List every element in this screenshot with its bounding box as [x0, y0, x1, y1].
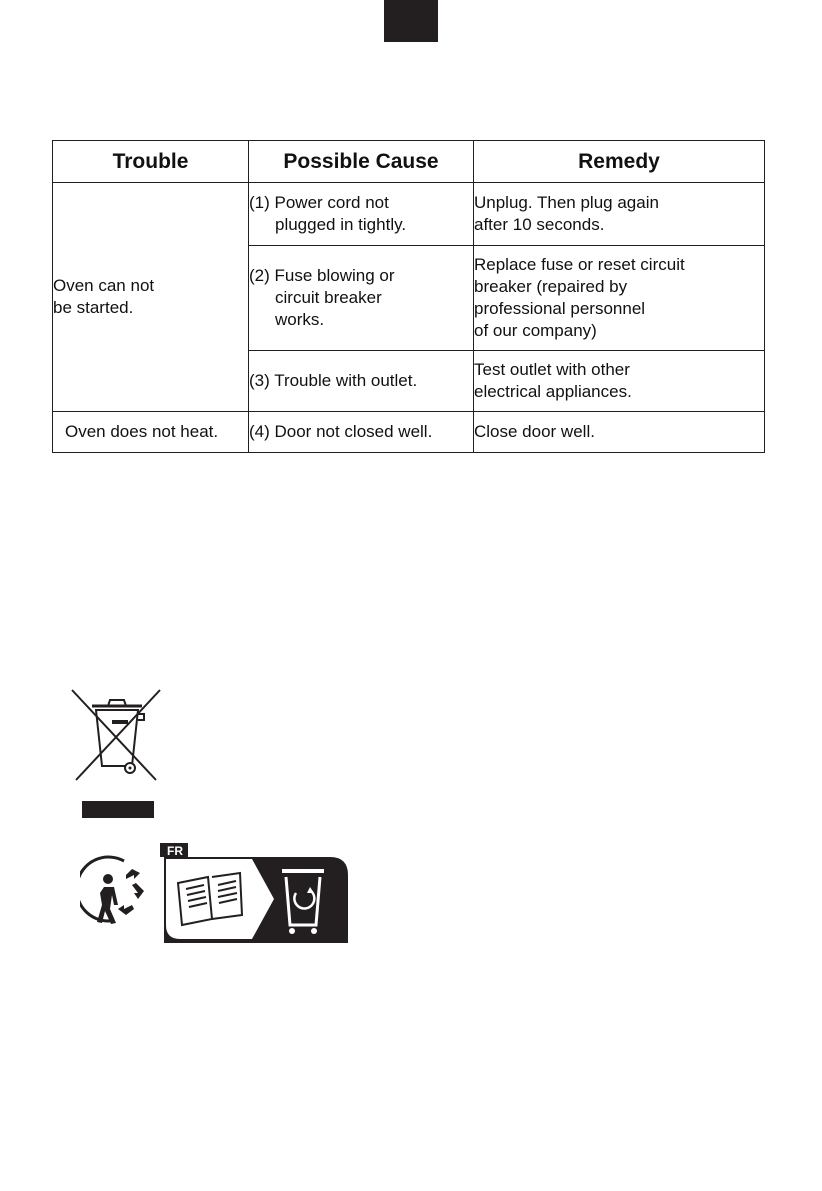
remedy-cell: Close door well.: [474, 412, 765, 453]
remedy-text-line: breaker (repaired by: [474, 277, 628, 296]
triman-recycling-logo: [80, 843, 348, 943]
table-row: [53, 183, 765, 246]
trouble-cell: Oven does not heat.: [53, 412, 249, 453]
cause-text-line: works.: [275, 310, 325, 329]
remedy-text-line: electrical appliances.: [474, 382, 632, 401]
cause-text-line: (3) Trouble with outlet.: [249, 371, 418, 390]
header-possible-cause: Possible Cause: [249, 141, 474, 183]
cause-cell: [249, 183, 474, 246]
cause-cell: (4) Door not closed well.: [249, 412, 474, 453]
triman-country-code: FR: [167, 844, 183, 858]
remedy-text-line: professional personnel: [474, 299, 646, 318]
table-row: [53, 412, 765, 453]
header-trouble: Trouble: [53, 141, 249, 183]
cause-cell: [249, 351, 474, 412]
weee-crossed-bin-icon: [68, 688, 164, 784]
cause-cell: [249, 246, 474, 351]
cause-text-line: plugged in tightly.: [275, 215, 407, 234]
remedy-text-line: Unplug. Then plug again: [474, 193, 659, 212]
remedy-text-line: of our company): [474, 321, 597, 340]
remedy-cell: [474, 351, 765, 412]
trouble-cell: [53, 183, 249, 412]
header-remedy: Remedy: [474, 141, 765, 183]
page-header-tab: [384, 0, 438, 42]
cause-text-line: (2) Fuse blowing or: [249, 266, 395, 285]
cause-text-line: (1) Power cord not: [249, 193, 389, 212]
remedy-text-line: Test outlet with other: [474, 360, 630, 379]
table-header-row: [53, 141, 765, 183]
trouble-text-line: be started.: [53, 298, 134, 317]
weee-solid-bar: [82, 801, 154, 818]
troubleshooting-table: [52, 140, 765, 453]
remedy-text-line: Replace fuse or reset circuit: [474, 255, 685, 274]
remedy-cell: [474, 183, 765, 246]
cause-text-line: circuit breaker: [275, 288, 382, 307]
remedy-cell: [474, 246, 765, 351]
trouble-text-line: Oven can not: [53, 276, 155, 295]
remedy-text-line: after 10 seconds.: [474, 215, 605, 234]
